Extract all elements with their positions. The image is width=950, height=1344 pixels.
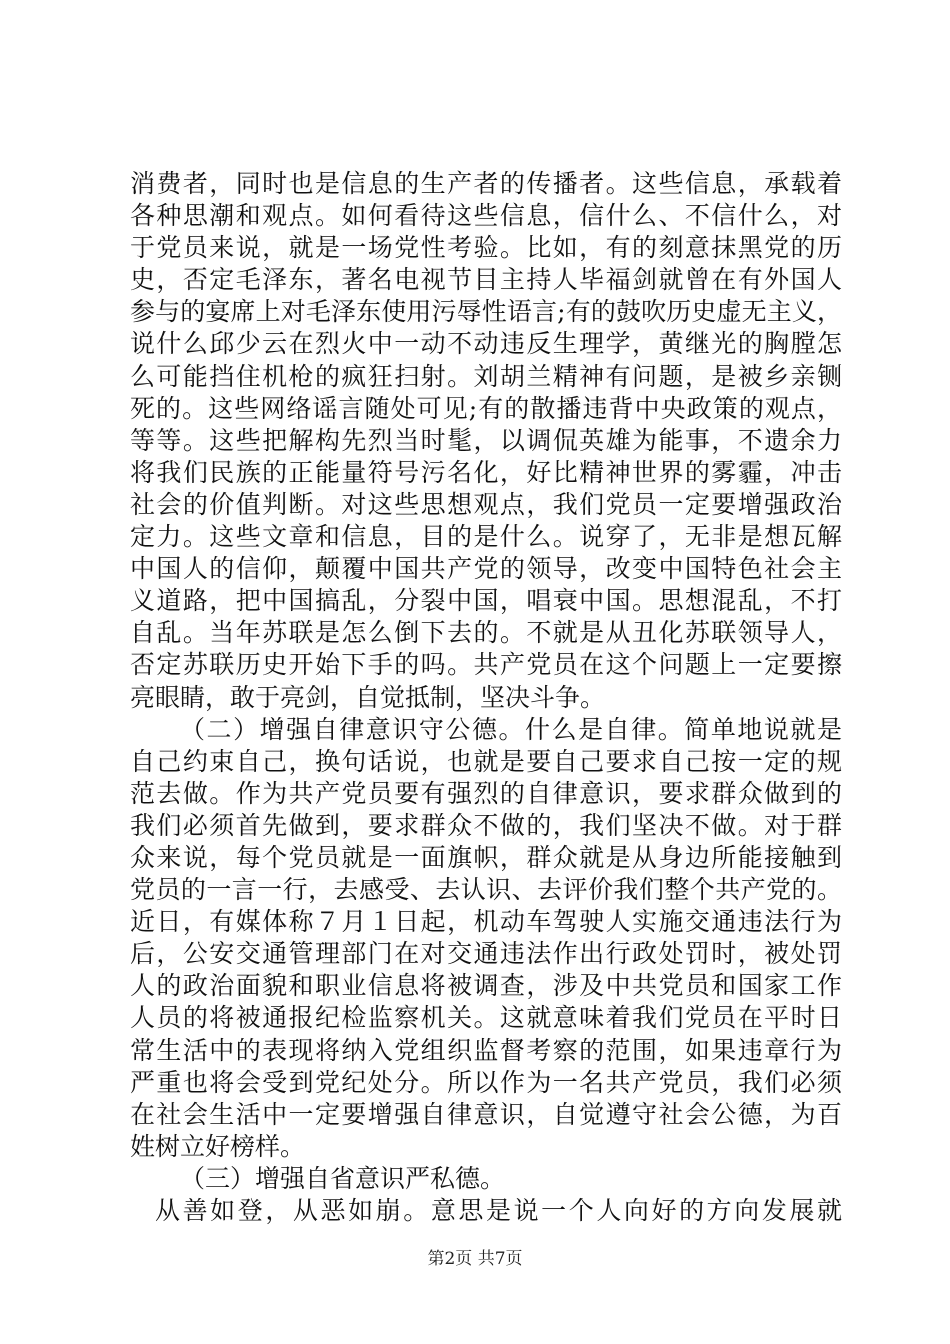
text-line: 说什么邱少云在烈火中一动不动违反生理学，黄继光的胸膛怎 [130,329,842,359]
document-body [130,168,842,1227]
text-line: 我们必须首先做到，要求群众不做的，我们坚决不做。对于群 [130,810,842,840]
text-line: 么可能挡住机枪的疯狂扫射。刘胡兰精神有问题，是被乡亲铡 [130,361,842,391]
text-line: 后，公安交通管理部门在对交通违法作出行政处罚时，被处罚 [130,939,842,969]
text-line: 中国人的信仰，颠覆中国共产党的领导，改变中国特色社会主 [130,554,842,584]
text-line: 定力。这些文章和信息，目的是什么。说穿了，无非是想瓦解 [130,522,842,552]
text-line: 严重也将会受到党纪处分。所以作为一名共产党员，我们必须 [130,1067,842,1097]
text-line: 等等。这些把解构先烈当时髦，以调侃英雄为能事，不遗余力 [130,425,842,455]
text-line: 常生活中的表现将纳入党组织监督考察的范围，如果违章行为 [130,1035,842,1065]
text-line: 将我们民族的正能量符号污名化，好比精神世界的雾霾，冲击 [130,457,842,487]
text-line: 从善如登，从恶如崩。意思是说一个人向好的方向发展就 [155,1196,842,1225]
text-line: 范去做。作为共产党员要有强烈的自律意识，要求群众做到的 [130,778,842,808]
text-line: 自乱。当年苏联是怎么倒下去的。不就是从丑化苏联领导人， [130,618,842,648]
section-heading-3: （三）增强自省意识严私德。 [180,1163,506,1193]
text-line: 党员的一言一行，去感受、去认识、去评价我们整个共产党的。 [130,875,842,905]
text-line: 死的。这些网络谣言随处可见;有的散播违背中央政策的观点， [130,393,842,423]
text-line: 众来说，每个党员就是一面旗帜，群众就是从身边所能接触到 [130,842,842,872]
text-line: 人员的将被通报纪检监察机关。这就意味着我们党员在平时日 [130,1003,842,1033]
text-line: 史，否定毛泽东，著名电视节目主持人毕福剑就曾在有外国人 [130,265,842,295]
text-line: 义道路，把中国搞乱，分裂中国，唱衰中国。思想混乱，不打 [130,586,842,616]
text-line: 自己约束自己，换句话说，也就是要自己要求自己按一定的规 [130,746,842,776]
text-line: 社会的价值判断。对这些思想观点，我们党员一定要增强政治 [130,489,842,519]
text-line: 在社会生活中一定要增强自律意识，自觉遵守社会公德，为百 [130,1099,842,1129]
text-line: 否定苏联历史开始下手的吗。共产党员在这个问题上一定要擦 [130,650,842,680]
text-line: 姓树立好榜样。 [130,1131,306,1161]
section-heading-2: （二）增强自律意识守公德。什么是自律。简单地说就是 [180,714,842,744]
text-line: 人的政治面貌和职业信息将被调查，涉及中共党员和国家工作 [130,971,842,1001]
text-line: 近日，有媒体称７月１日起，机动车驾驶人实施交通违法行为 [130,907,842,937]
text-line: 亮眼睛，敢于亮剑，自觉抵制，坚决斗争。 [130,682,606,712]
page-footer: 第2页 共7页 [427,1249,523,1269]
text-line: 各种思潮和观点。如何看待这些信息，信什么、不信什么，对 [130,201,842,231]
text-line: 参与的宴席上对毛泽东使用污辱性语言;有的鼓吹历史虚无主义， [130,297,842,327]
text-line: 于党员来说，就是一场党性考验。比如，有的刻意抹黑党的历 [130,233,842,263]
text-line: 消费者，同时也是信息的生产者的传播者。这些信息，承载着 [130,169,842,198]
